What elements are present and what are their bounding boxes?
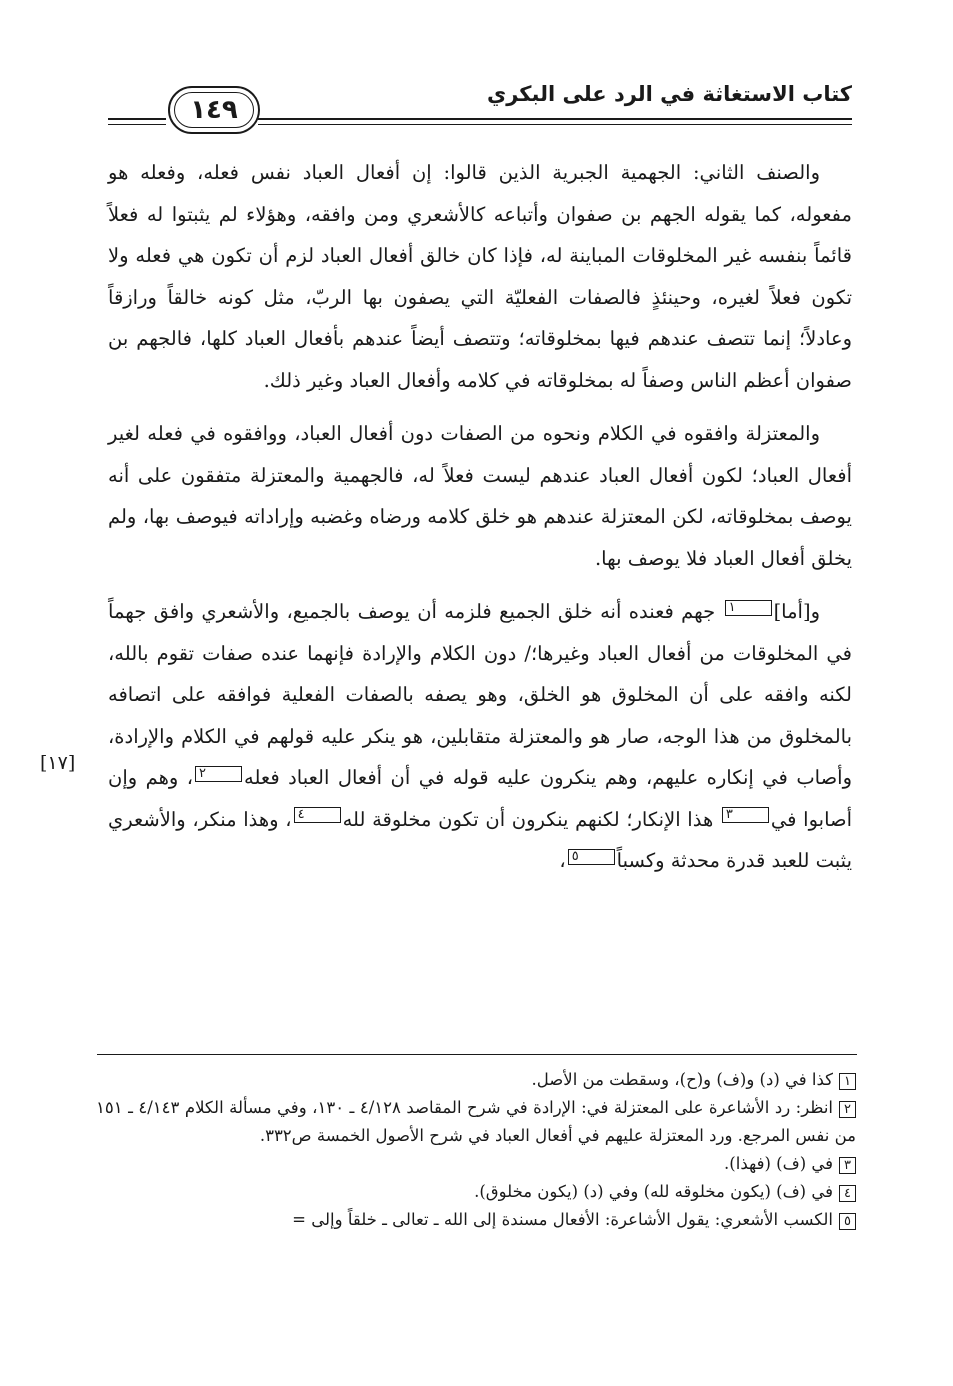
- para3-text-5: ، وهذا منكر، والأشعري يثبت للعبد قدرة محدثة وكسباً: [108, 807, 852, 872]
- footnote-text-1: كذا في (د) و(ف) و(ح)، وسقطت من الأصل.: [531, 1070, 834, 1089]
- footnote-number-3: ٣: [839, 1157, 856, 1174]
- footnote-text-3: في (ف) (فهذا).: [724, 1154, 834, 1173]
- footnote-ref-2[interactable]: ٢: [195, 766, 242, 782]
- footnote-2: [96, 1094, 856, 1150]
- footnotes: [96, 1066, 856, 1234]
- footnote-number-5: ٥: [839, 1213, 856, 1230]
- page-number: ١٤٩: [168, 86, 260, 134]
- para3-text-2: جهم فعنده أنه خلق الجميع فلزمه أن يوصف بالجميع، والأشعري وافق جهماً في المخلوقات من أفعال العباد وغيرها؛/ دون الكلام والإرادة فإنهما عنده صفات تقوم بالله، لكنه وافقه على أن المخلوق هو الخلق، وهو يصفه بالصفات الفعلية فوافقه على اتصافه بالمخلوق من هذا الوجه، صار هو والمعتزلة متقابلين، هو ينكر عليه قولهم في الكلام والإرادة، وأصاب في إنكاره عليهم، وهم ينكرون عليه قوله في أن أفعال العباد فعله: [108, 600, 853, 789]
- running-title: كتاب الاستغاثة في الرد على البكري: [486, 82, 852, 106]
- footnote-number-1: ١: [839, 1073, 856, 1090]
- footnote-1: [96, 1066, 856, 1094]
- margin-note: [١٧]: [40, 752, 76, 774]
- footnote-number-2: ٢: [839, 1101, 856, 1118]
- footnote-divider: [97, 1054, 857, 1055]
- para3-text-6: ،: [559, 849, 566, 872]
- page-header: [108, 78, 852, 138]
- para3-text-3: ، وهم وإن أصابوا في: [108, 766, 852, 831]
- footnote-text-5: الكسب الأشعري: يقول الأشاعرة: الأفعال مسندة إلى الله ـ تعالى ـ خلقاً وإلى =: [292, 1210, 834, 1229]
- paragraph-2: والمعتزلة وافقوه في الكلام ونحوه من الصفات دون أفعال العباد، ووافقوه في فعله لغير أفعال العباد؛ لكون أفعال العباد عندهم ليست فعلاً له، فالجهمية والمعتزلة متفقون على أنه يوصف بمخلوقاته، لكن المعتزلة عندهم هو خلق كلامه ورضاه وغضبه وإراداته فيوصف بها، ولم يخلق أفعال العباد فلا يوصف بها.: [108, 422, 852, 570]
- paragraph-3: [108, 591, 852, 882]
- footnote-text-4: في (ف) (يكون مخلوقه لله) وفي (د) (يكون مخلوق).: [474, 1182, 834, 1201]
- footnote-3: [96, 1150, 856, 1178]
- footnote-ref-3[interactable]: ٣: [722, 807, 769, 823]
- footnote-ref-4[interactable]: ٤: [294, 807, 341, 823]
- footnote-ref-1[interactable]: ١: [725, 600, 772, 616]
- footnote-ref-5[interactable]: ٥: [568, 849, 615, 865]
- para3-text-4: هذا الإنكار؛ لكنهم ينكرون أن تكون مخلوقة لله: [342, 807, 720, 831]
- main-text: [108, 152, 852, 894]
- header-rule-left-2: [108, 124, 166, 125]
- header-rule-bottom: [258, 124, 852, 125]
- header-rule-left: [108, 118, 166, 120]
- paragraph-1: والصنف الثاني: الجهمية الجبرية الذين قالوا: إن أفعال العباد نفس فعله، وفعله هو مفعوله، كما يقوله الجهم بن صفوان وأتباعه كالأشعري ومن وافقه، وهؤلاء لم يثبتوا له فعلاً قائماً بنفسه غير المخلوقات المباينة له، فإذا كان خالق أفعال العباد لزم أن تكون هي فعله ولا تكون فعلاً لغيره، وحينئذٍ فالصفات الفعليّة التي يصفون بها الربّ، مثل كونه خالقاً ورازقاً وعادلاً؛ إنما تتصف عندهم فيها بمخلوقاته؛ وتتصف أيضاً عندهم بأفعال العباد كلها، فالجهم بن صفوان أعظم الناس وصفاً له بمخلوقاته في كلامه وأفعال العباد وغير ذلك.: [108, 161, 852, 392]
- footnote-text-2: انظر: رد الأشاعرة على المعتزلة في: الإرادة في شرح المقاصد ٤/١٢٨ ـ ١٣٠، وفي مسألة الكلام ٤/١٤٣ ـ ١٥١ من نفس المرجع. ورد المعتزلة عليهم في أفعال العباد في شرح الأصول الخمسة ص٣٣٢.: [96, 1098, 856, 1145]
- para3-text-1: و[أما]: [773, 600, 820, 623]
- header-rule-top: [258, 118, 852, 120]
- footnote-number-4: ٤: [839, 1185, 856, 1202]
- footnote-4: [96, 1178, 856, 1206]
- footnote-5: [96, 1206, 856, 1234]
